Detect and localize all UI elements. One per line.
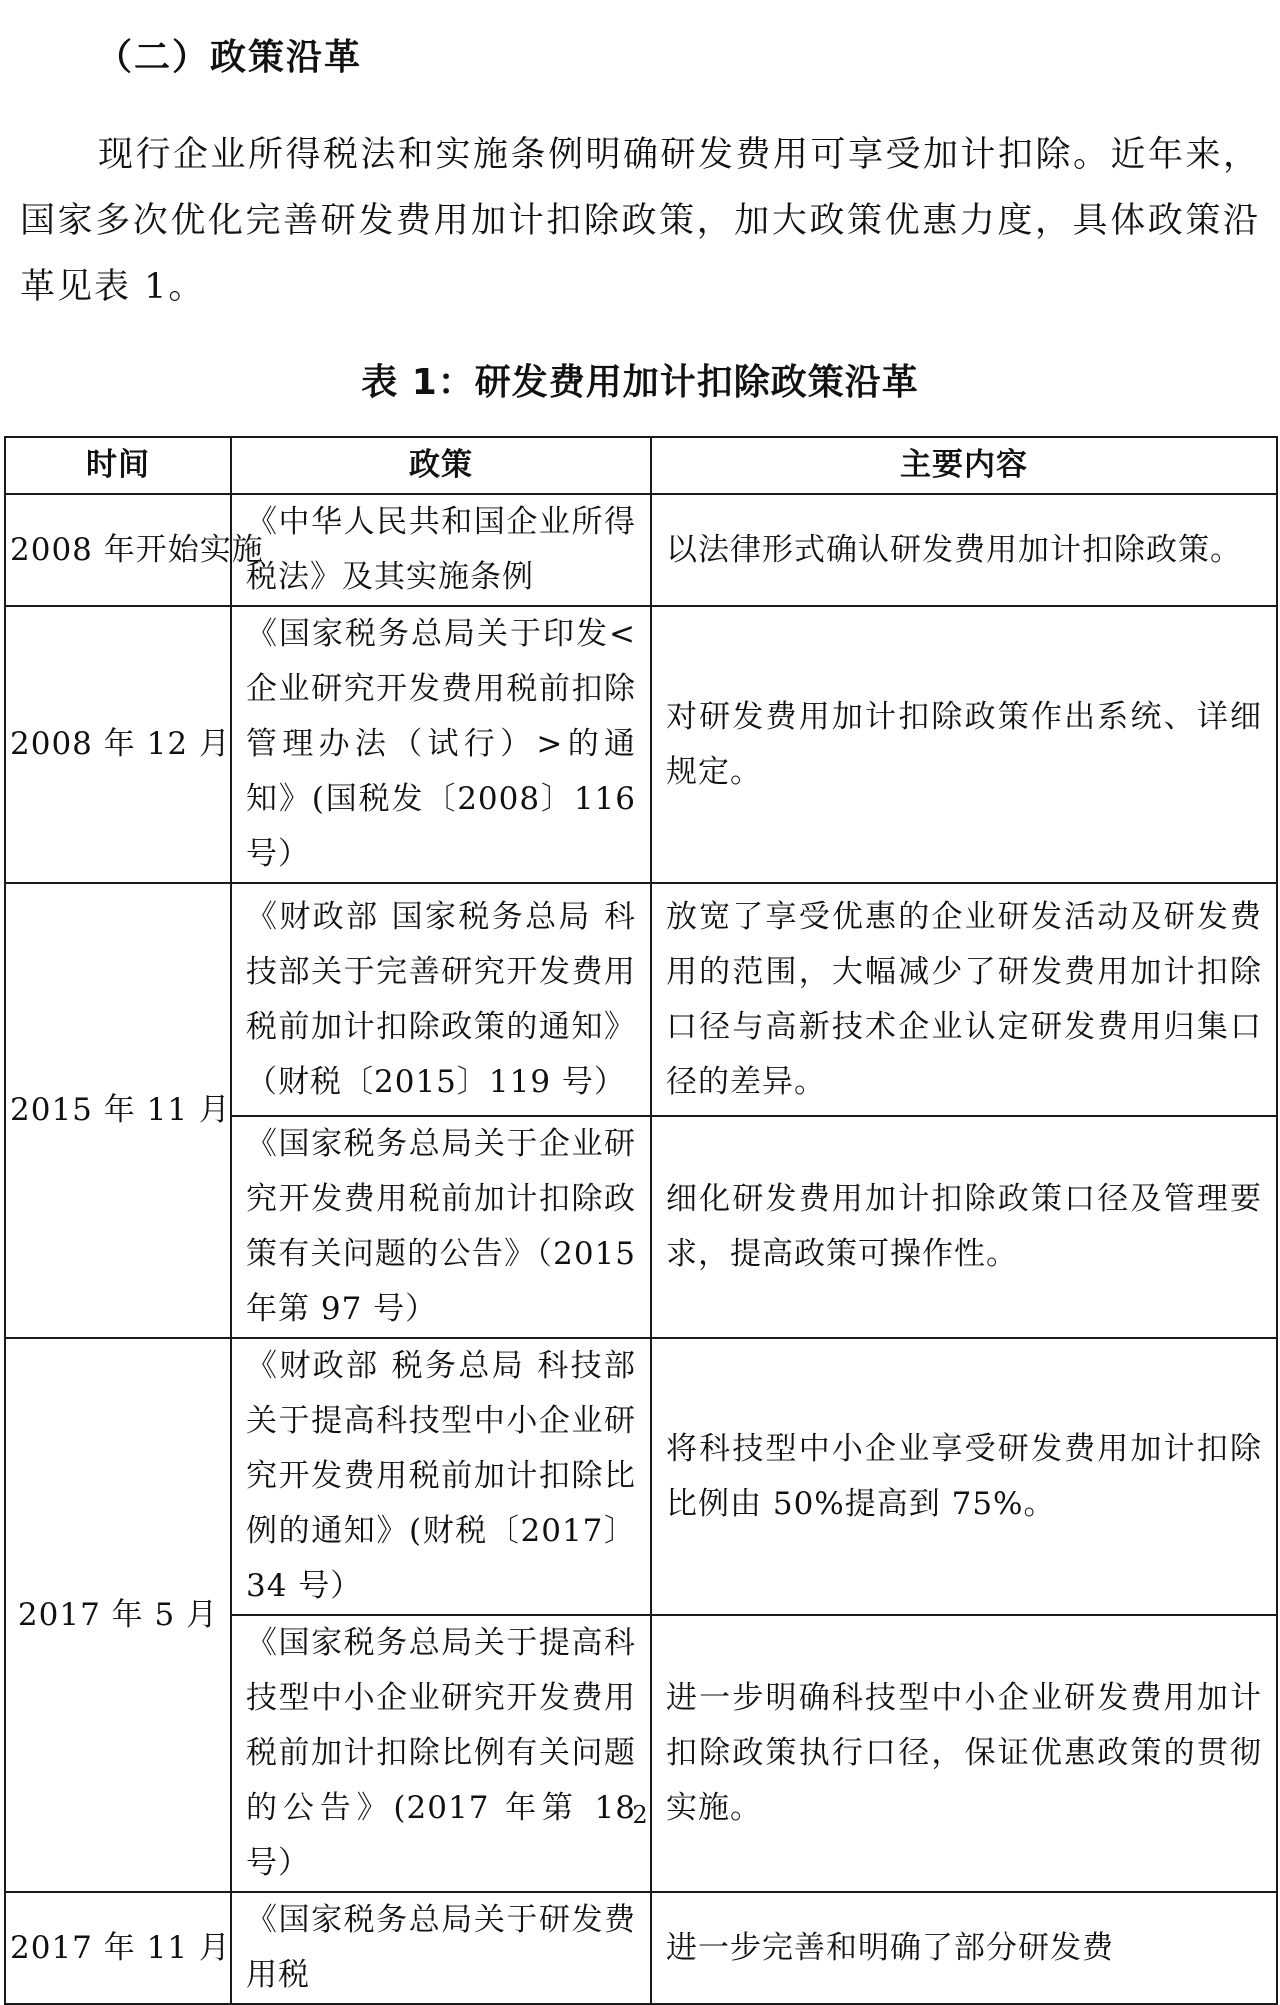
row-content: 放宽了享受优惠的企业研发活动及研发费用的范围，大幅减少了研发费用加计扣除口径与高新技术企业认定研发费用归集口径的差异。 xyxy=(651,883,1277,1116)
header-policy: 政策 xyxy=(231,437,651,494)
page-number: 2 xyxy=(632,1801,648,1829)
table-row xyxy=(5,494,1277,606)
table-row xyxy=(5,1338,1277,1615)
row-content: 将科技型中小企业享受研发费用加计扣除比例由 50%提高到 75%。 xyxy=(651,1338,1277,1615)
row-policy: 《中华人民共和国企业所得税法》及其实施条例 xyxy=(231,494,651,606)
row-content: 进一步明确科技型中小企业研发费用加计扣除政策执行口径，保证优惠政策的贯彻实施。 xyxy=(651,1615,1277,1892)
row-time: 2008 年 12 月 xyxy=(5,606,231,883)
row-policy: 《国家税务总局关于研发费用税 xyxy=(231,1892,651,2004)
intro-paragraph: 现行企业所得税法和实施条例明确研发费用可享受加计扣除。近年来，国家多次优化完善研发费用加计扣除政策，加大政策优惠力度，具体政策沿革见表 1。 xyxy=(20,135,1260,307)
row-policy: 《国家税务总局关于印发<企业研究开发费用税前扣除管理办法（试行）>的通知》(国税发〔2008〕116 号） xyxy=(231,606,651,883)
table-row xyxy=(5,1892,1277,2004)
row-time: 2017 年 5 月 xyxy=(5,1338,231,1892)
policy-history-table xyxy=(4,436,1278,2005)
row-policy: 《国家税务总局关于提高科技型中小企业研究开发费用税前加计扣除比例有关问题的公告》(2017 年第 18 号） xyxy=(231,1615,651,1892)
table-row xyxy=(5,883,1277,1116)
table-header-row xyxy=(5,437,1277,494)
row-policy: 《国家税务总局关于企业研究开发费用税前加计扣除政策有关问题的公告》（2015 年第 97 号） xyxy=(231,1116,651,1338)
row-content: 进一步完善和明确了部分研发费 xyxy=(651,1892,1277,2004)
row-content: 对研发费用加计扣除政策作出系统、详细规定。 xyxy=(651,606,1277,883)
row-policy: 《财政部 国家税务总局 科技部关于完善研究开发费用税前加计扣除政策的通知》（财税〔2015〕119 号） xyxy=(231,883,651,1116)
row-content: 细化研发费用加计扣除政策口径及管理要求，提高政策可操作性。 xyxy=(651,1116,1277,1338)
row-content: 以法律形式确认研发费用加计扣除政策。 xyxy=(651,494,1277,606)
section-heading: （二）政策沿革 xyxy=(96,37,363,78)
row-time: 2015 年 11 月 xyxy=(5,883,231,1338)
header-content: 主要内容 xyxy=(651,437,1277,494)
row-time: 2008 年开始实施 xyxy=(5,494,231,606)
table-row xyxy=(5,606,1277,883)
table-title: 表 1：研发费用加计扣除政策沿革 xyxy=(361,362,919,403)
row-policy: 《财政部 税务总局 科技部关于提高科技型中小企业研究开发费用税前加计扣除比例的通知》(财税〔2017〕34 号） xyxy=(231,1338,651,1615)
row-time: 2017 年 11 月 xyxy=(5,1892,231,2004)
header-time: 时间 xyxy=(5,437,231,494)
